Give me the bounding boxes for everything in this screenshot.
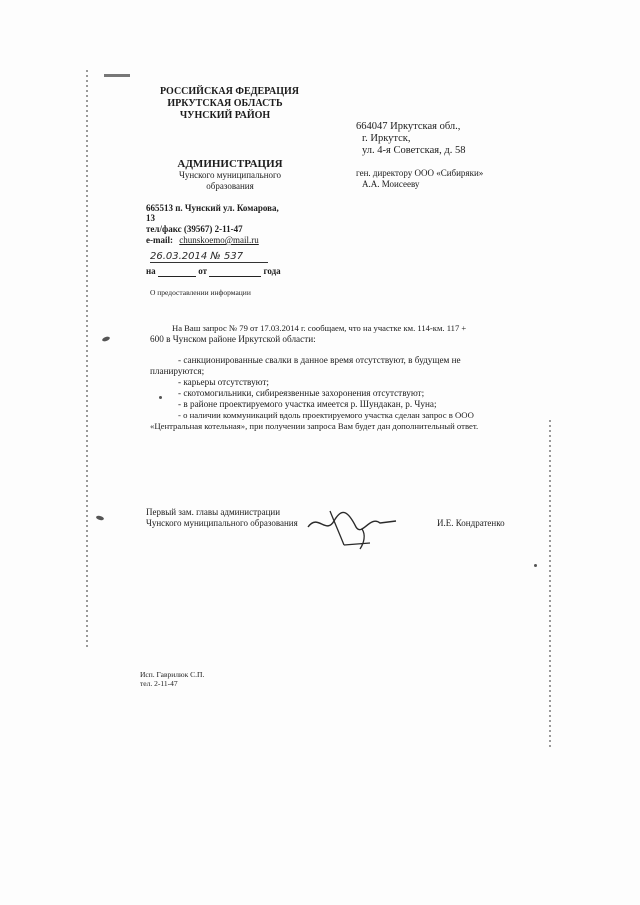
- executor-phone: тел. 2-11-47: [140, 679, 178, 688]
- recipient-address1: 664047 Иркутская обл.,: [356, 121, 461, 132]
- sender-phone: тел/факс (39567) 2-11-47: [146, 224, 243, 234]
- sender-email: [146, 235, 259, 246]
- list-item-landfills-a: - санкционированные свалки в данное время отсутствуют, в будущем не: [178, 355, 461, 365]
- scan-speck: [96, 515, 105, 521]
- district-heading: ЧУНСКИЙ РАЙОН: [179, 110, 271, 121]
- signatory-position2: Чунского муниципального образования: [146, 518, 298, 528]
- scan-edge-left: [86, 70, 88, 650]
- recipient-director: ген. директору ООО «Сибиряки»: [356, 168, 484, 178]
- executor-name: Исп. Гаврилюк С.П.: [140, 670, 205, 679]
- email-link[interactable]: chunskoemo@mail.ru: [179, 235, 259, 245]
- list-item-burials: - скотомогильники, сибиреязвенные захоронения отсутствуют;: [178, 388, 425, 398]
- reg-ot-label: от: [198, 266, 207, 276]
- scan-speck: [159, 396, 162, 399]
- signatory-name: И.Е. Кондратенко: [437, 518, 505, 528]
- scan-speck: [102, 336, 111, 342]
- reg-goda-label: года: [263, 266, 281, 276]
- administration-line2: образования: [206, 181, 254, 191]
- body-line1: На Ваш запрос № 79 от 17.03.2014 г. сообщаем, что на участке км. 114-км. 117 +: [172, 323, 467, 333]
- oblast-heading: ИРКУТСКАЯ ОБЛАСТЬ: [167, 98, 283, 109]
- recipient-address3: ул. 4-я Советская, д. 58: [362, 145, 466, 156]
- email-label: e-mail:: [146, 235, 173, 245]
- list-item-rivers: - в районе проектируемого участка имеется р. Шундакан, р. Чуна;: [178, 399, 437, 409]
- list-item-communications-a: - о наличии коммуникаций вдоль проектируемого участка сделан запрос в ООО: [178, 410, 474, 420]
- list-item-communications-b: «Центральная котельная», при получении запроса Вам будет дан дополнительный ответ.: [150, 421, 479, 431]
- body-line2: 600 в Чунском районе Иркутской области:: [150, 334, 316, 344]
- reg-line: [146, 266, 281, 277]
- administration-line1: Чунского муниципального: [178, 170, 282, 180]
- handwritten-signature: [300, 505, 410, 551]
- handwritten-reg-number: 26.03.2014 № 537: [150, 251, 268, 263]
- recipient-address2: г. Иркутск,: [362, 133, 411, 144]
- recipient-name: А.А. Моисееву: [362, 179, 420, 189]
- sender-address-line1: 665513 п. Чунский ул. Комарова,: [146, 203, 279, 213]
- reg-ot-blank: [209, 267, 261, 277]
- scan-mark-top: [104, 74, 130, 77]
- sender-address-line2: 13: [146, 213, 155, 223]
- subject-line: О предоставлении информации: [150, 288, 251, 297]
- signatory-position1: Первый зам. главы администрации: [146, 507, 281, 517]
- list-item-quarries: - карьеры отсутствуют;: [178, 377, 269, 387]
- federation-heading: РОССИЙСКАЯ ФЕДЕРАЦИЯ: [160, 86, 300, 97]
- scan-speck: [534, 564, 537, 567]
- reg-na-blank: [158, 267, 196, 277]
- reg-na-label: на: [146, 266, 156, 276]
- administration-title: АДМИНИСТРАЦИЯ: [177, 158, 283, 170]
- scan-edge-right: [549, 420, 551, 750]
- list-item-landfills-b: планируются;: [150, 366, 205, 376]
